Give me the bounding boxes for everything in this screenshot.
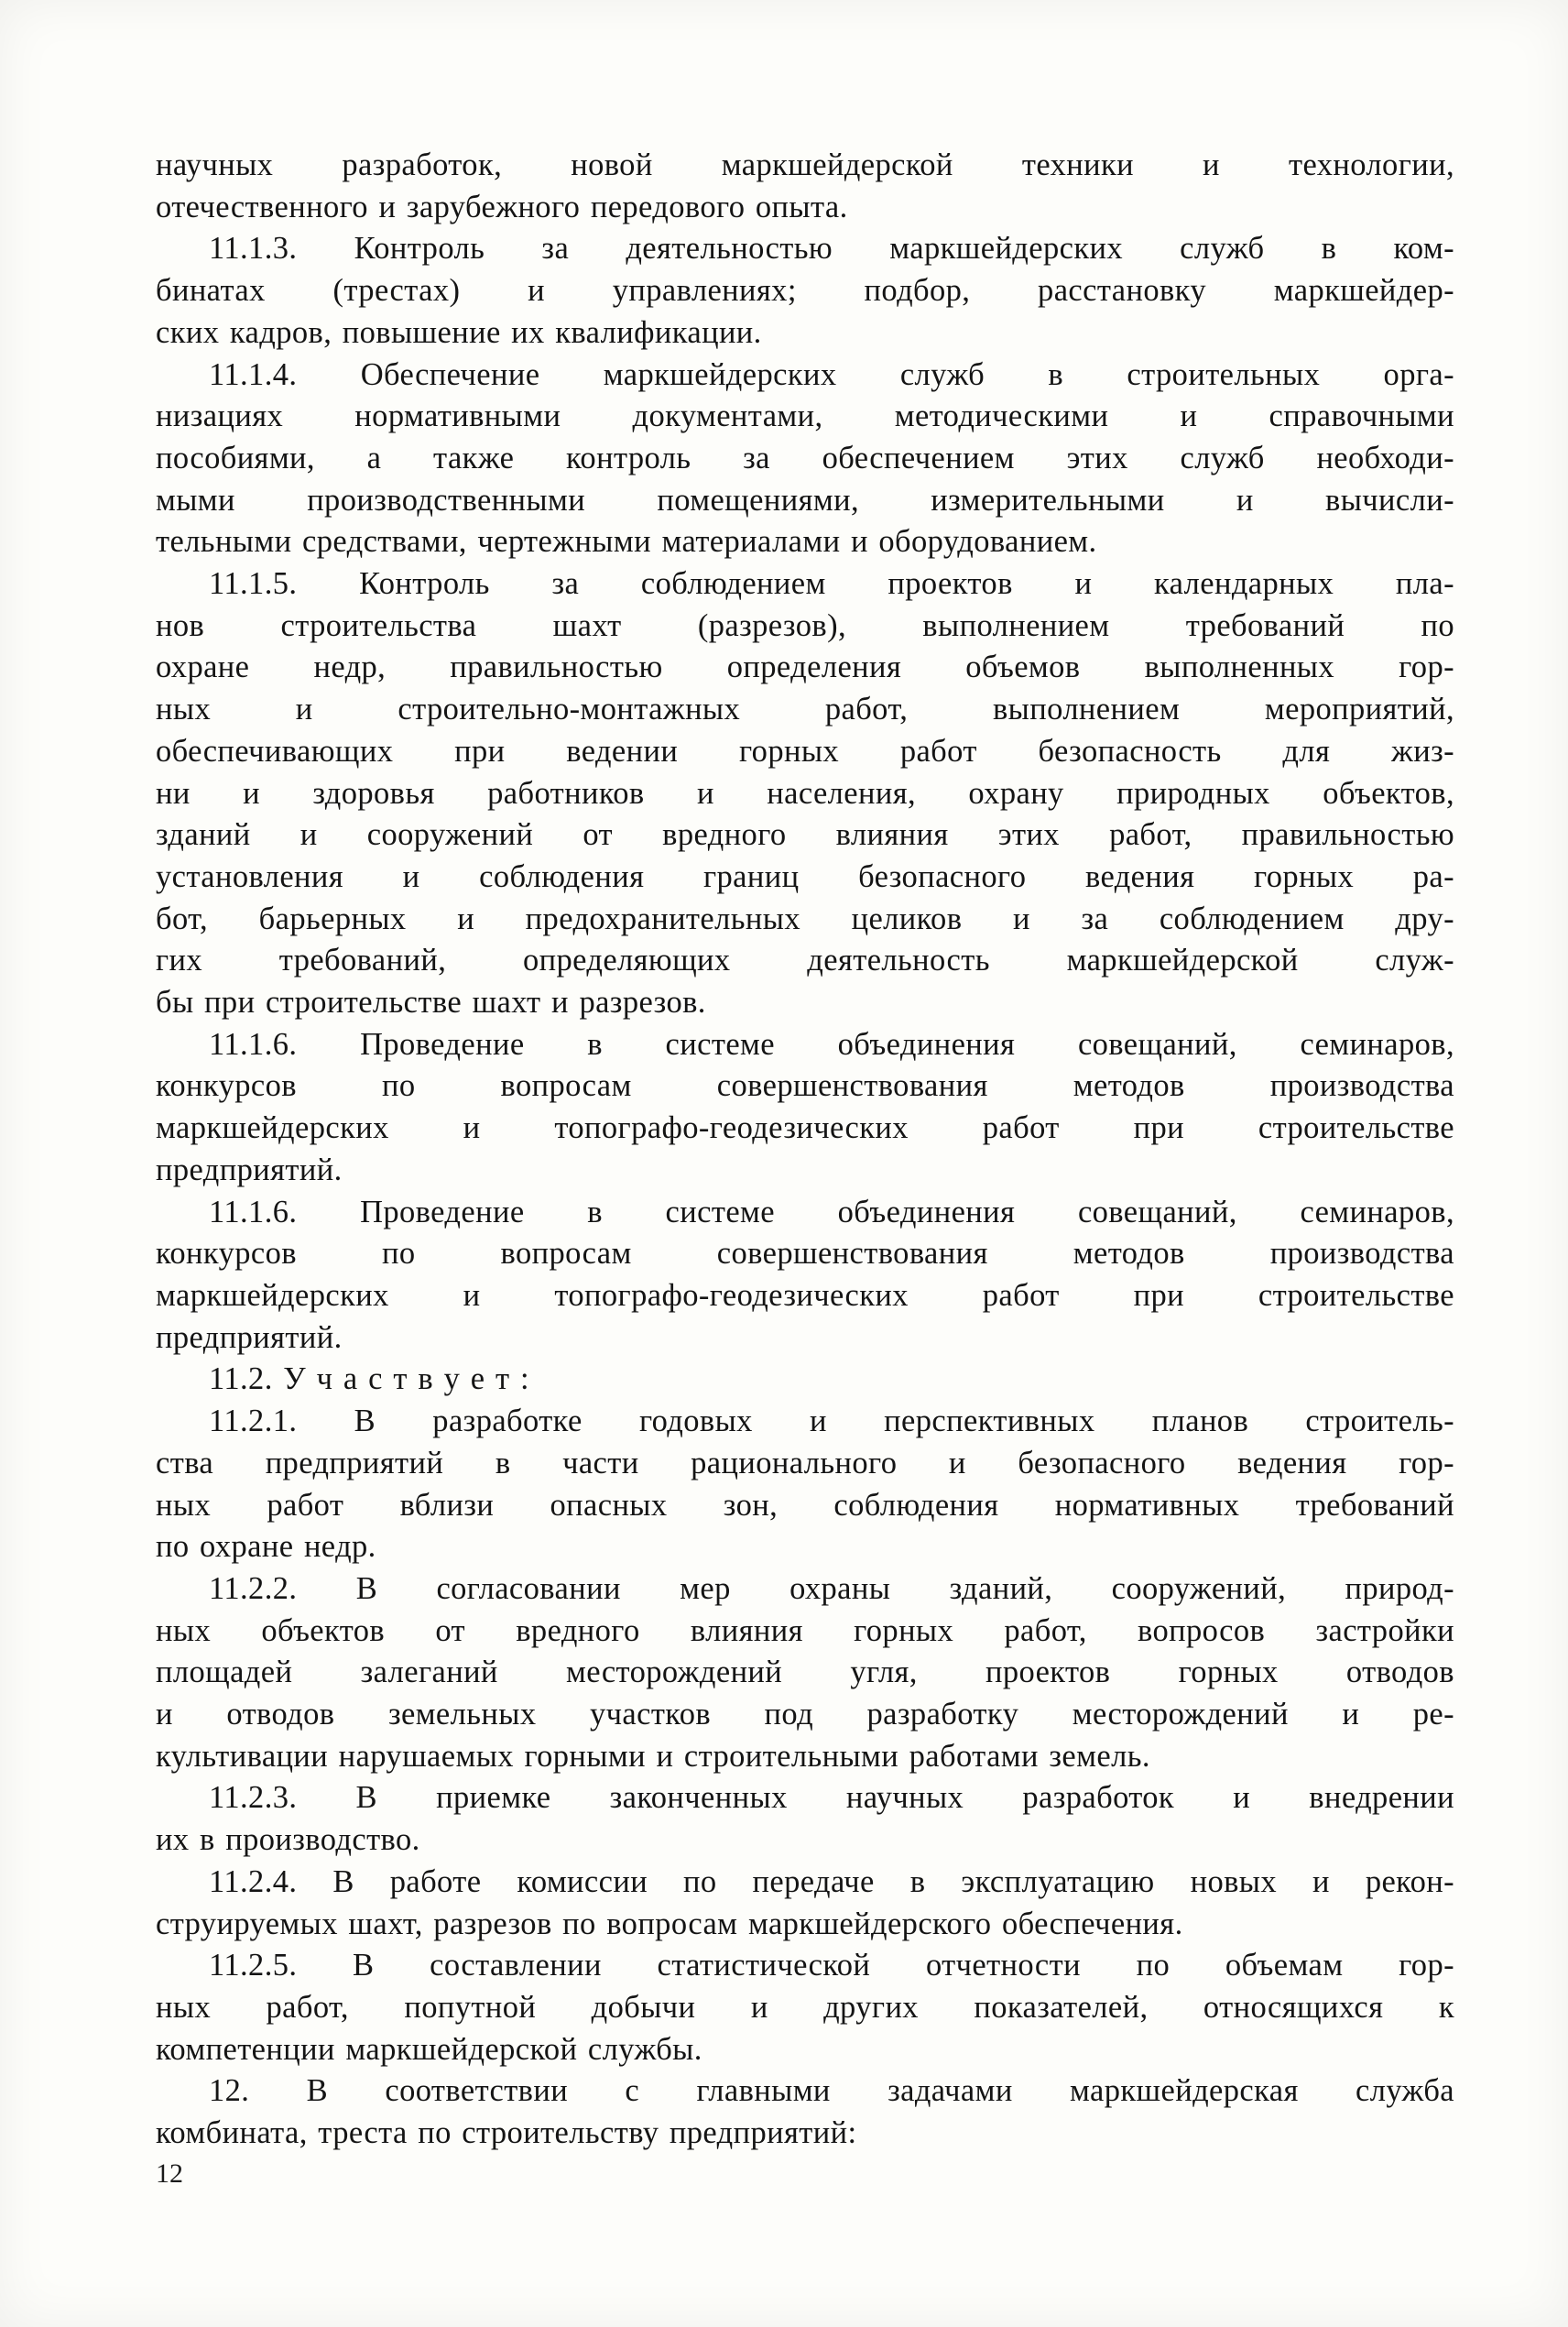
text-line: 11.2.3. В приемке законченных научных разработок и внедрении (209, 1780, 1454, 1816)
text-line: ских кадров, повышение их квалификации. (156, 314, 762, 350)
text-line: и отводов земельных участков под разработку месторождений и ре- (156, 1697, 1454, 1732)
text-line: 11.1.6. Проведение в системе объединения совещаний, семинаров, (209, 1026, 1454, 1062)
text-line: мыми производственными помещениями, измерительными и вычисли- (156, 482, 1454, 518)
text-line: площадей залеганий месторождений угля, проектов горных отводов (156, 1655, 1454, 1690)
text-line: тельными средствами, чертежными материалами и оборудованием. (156, 524, 1097, 560)
text-block (156, 145, 1454, 2155)
text-line: культивации нарушаемых горными и строительными работами земель. (156, 1738, 1150, 1774)
text-line: ни и здоровья работников и населения, охрану природных объектов, (156, 775, 1454, 811)
text-line: маркшейдерских и топографо-геодезических работ при строительстве (156, 1110, 1454, 1146)
text-line: 11.1.3. Контроль за деятельностью маркшейдерских служб в ком- (209, 231, 1454, 267)
text-line: ных работ, попутной добычи и других показателей, относящихся к (156, 1989, 1454, 2025)
text-line: бы при строительстве шахт и разрезов. (156, 985, 706, 1021)
text-line: конкурсов по вопросам совершенствования методов производства (156, 1236, 1454, 1272)
text-line: отечественного и зарубежного передового опыта. (156, 189, 848, 224)
text-line: предприятий. (156, 1152, 343, 1187)
text-line: предприятий. (156, 1319, 343, 1355)
page-number: 12 (156, 2158, 183, 2189)
text-line: бинатах (трестах) и управлениях; подбор, расстановку маркшейдер- (156, 273, 1454, 309)
text-line: 12. В соответствии с главными задачами маркшейдерская служба (209, 2073, 1454, 2109)
text-line: 11.2.2. В согласовании мер охраны зданий, сооружений, природ- (209, 1570, 1454, 1606)
text-line: компетенции маркшейдерской службы. (156, 2031, 702, 2067)
text-line: пособиями, а также контроль за обеспечением этих служб необходи- (156, 440, 1454, 475)
text-line: по охране недр. (156, 1529, 376, 1565)
text-line: ства предприятий в части рационального и безопасного ведения гор- (156, 1445, 1454, 1480)
text-line: обеспечивающих при ведении горных работ безопасность для жиз- (156, 733, 1454, 769)
text-line: 11.2. У ч а с т в у е т : (209, 1361, 529, 1397)
text-line: научных разработок, новой маркшейдерской техники и технологии, (156, 147, 1454, 182)
text-line: комбината, треста по строительству предприятий: (156, 2115, 857, 2151)
text-line: гих требований, определяющих деятельность маркшейдерской служ- (156, 943, 1454, 978)
text-line: бот, барьерных и предохранительных целиков и за соблюдением дру- (156, 901, 1454, 936)
text-line: ных и строительно-монтажных работ, выполнением мероприятий, (156, 692, 1454, 727)
text-line: струируемых шахт, разрезов по вопросам маркшейдерского обеспечения. (156, 1906, 1183, 1941)
text-line: низациях нормативными документами, методическими и справочными (156, 399, 1454, 434)
text-line: установления и соблюдения границ безопасного ведения горных ра- (156, 858, 1454, 894)
text-line: 11.1.5. Контроль за соблюдением проектов и календарных пла- (209, 566, 1454, 602)
text-line: охране недр, правильностью определения объемов выполненных гор- (156, 650, 1454, 685)
text-line: конкурсов по вопросам совершенствования методов производства (156, 1068, 1454, 1104)
text-line: их в производство. (156, 1822, 420, 1858)
text-line: маркшейдерских и топографо-геодезических работ при строительстве (156, 1277, 1454, 1313)
text-line: 11.2.5. В составлении статистической отчетности по объемам гор- (209, 1948, 1454, 1983)
text-line: нов строительства шахт (разрезов), выполнением требований по (156, 607, 1454, 643)
text-line: 11.1.4. Обеспечение маркшейдерских служб в строительных орга- (209, 356, 1454, 392)
text-line: зданий и сооружений от вредного влияния этих работ, правильностью (156, 817, 1454, 853)
text-line: 11.2.4. В работе комиссии по передаче в эксплуатацию новых и рекон- (209, 1863, 1454, 1899)
text-line: ных работ вблизи опасных зон, соблюдения нормативных требований (156, 1487, 1454, 1523)
text-line: ных объектов от вредного влияния горных работ, вопросов застройки (156, 1612, 1454, 1648)
text-line: 11.2.1. В разработке годовых и перспективных планов строитель- (209, 1404, 1454, 1439)
text-line: 11.1.6. Проведение в системе объединения совещаний, семинаров, (209, 1194, 1454, 1229)
